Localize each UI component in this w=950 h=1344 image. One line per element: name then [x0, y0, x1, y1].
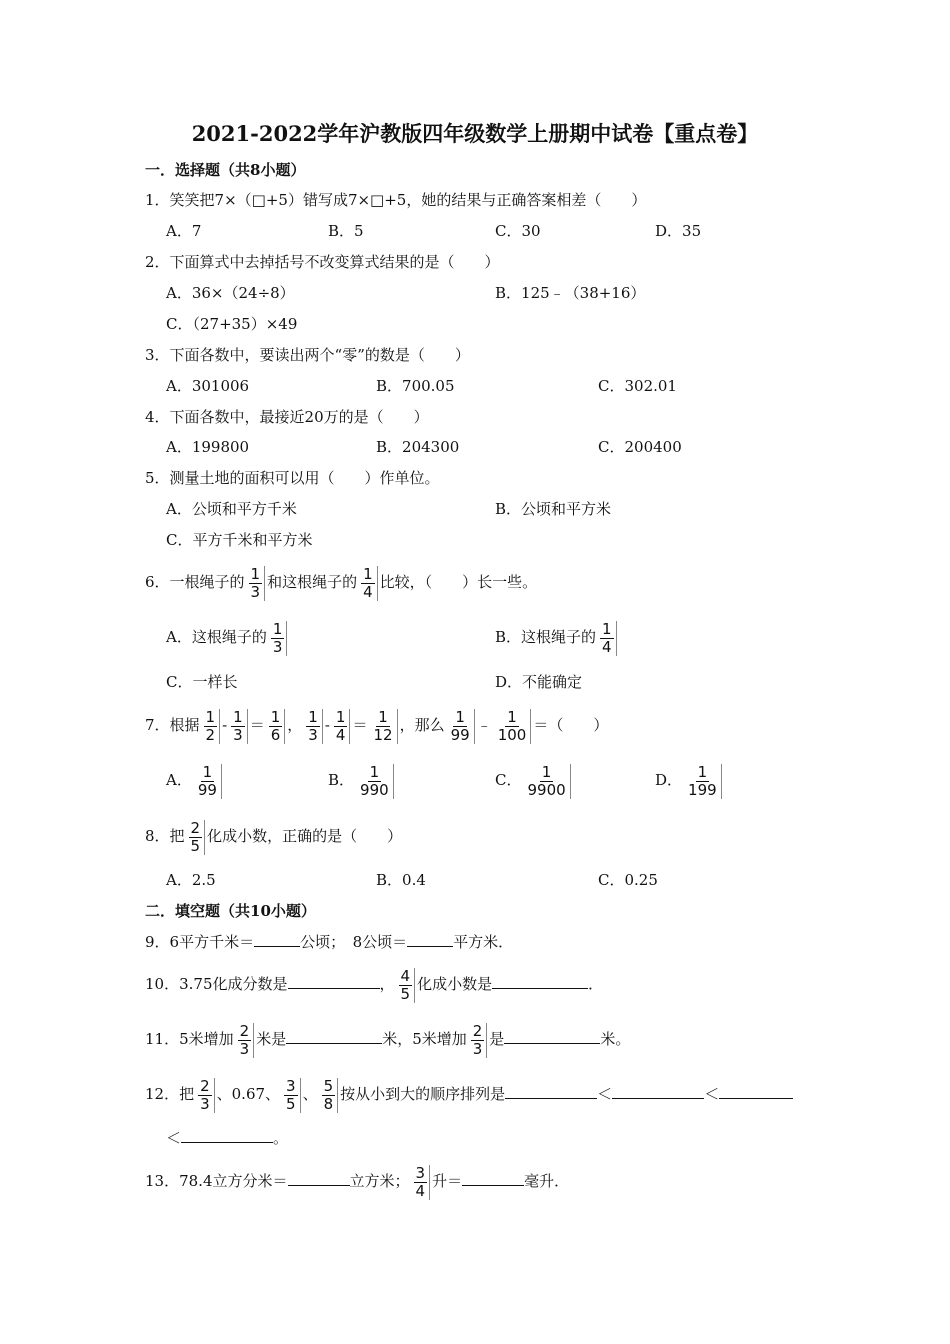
q5-option-a: A．公顷和平方千米	[166, 500, 297, 518]
text-segment: -	[324, 716, 330, 734]
answer-blank[interactable]	[181, 1128, 273, 1143]
fraction-2-5	[187, 820, 206, 855]
fraction-1-99	[447, 709, 475, 744]
fraction-2-3	[236, 1023, 255, 1058]
q7-option-d	[655, 758, 724, 802]
q3-option-a: A．301006	[166, 377, 250, 395]
q1-option-b: B．5	[328, 222, 364, 240]
q7-option-b	[328, 758, 396, 802]
text-segment: ．	[588, 975, 604, 993]
numerator: 1	[205, 707, 216, 726]
q12-continued	[166, 1128, 288, 1148]
text-segment: 是	[489, 1030, 505, 1048]
answer-blank[interactable]	[286, 1029, 382, 1044]
section-2-heading: 二．填空题（共10小题）	[145, 902, 316, 920]
q1-stem: 1．笑笑把7×（□+5）错写成7×□+5，她的结果与正确答案相差（ ）	[145, 191, 647, 209]
denominator: 12	[373, 725, 393, 744]
fraction-1-4	[359, 566, 378, 601]
text-segment: ＜	[166, 1129, 182, 1147]
fraction-1-6	[267, 709, 286, 744]
q4-option-b: B．204300	[376, 438, 460, 456]
text-segment: 公顷； 8公顷＝	[300, 933, 408, 951]
q6-option-a	[166, 615, 289, 659]
text-segment: B．这根绳子的	[495, 628, 597, 646]
q4-option-a: A．199800	[166, 438, 250, 456]
fraction	[194, 764, 222, 799]
answer-blank[interactable]	[462, 1171, 524, 1186]
numerator: 5	[323, 1076, 334, 1095]
fraction-3-4	[412, 1165, 431, 1200]
text-segment: 、	[302, 1085, 318, 1103]
numerator: 1	[233, 707, 243, 726]
fraction-2-3	[469, 1023, 488, 1058]
q3-stem: 3．下面各数中，要读出两个“零”的数是（ ）	[145, 346, 470, 364]
q6-option-c: C．一样长	[166, 673, 238, 691]
text-segment: 立方米；	[349, 1172, 410, 1190]
answer-blank[interactable]	[612, 1084, 704, 1099]
denominator: 6	[270, 725, 281, 744]
denominator: 5	[286, 1094, 296, 1113]
fraction-1-3	[269, 621, 288, 656]
q8-option-c: C．0.25	[598, 871, 658, 889]
text-segment: 升＝	[432, 1172, 463, 1190]
numerator: 2	[239, 1021, 250, 1040]
denominator: 99	[197, 780, 217, 799]
q7-option-c	[495, 758, 573, 802]
q8-option-b: B．0.4	[376, 871, 426, 889]
text-segment: B．	[328, 771, 355, 789]
denominator: 4	[415, 1181, 426, 1200]
q5-option-b: B．公顷和平方米	[495, 500, 612, 518]
numerator: 3	[286, 1076, 296, 1095]
text-segment: 12．把	[145, 1085, 195, 1103]
text-segment: C．	[495, 771, 522, 789]
q10-stem	[145, 962, 603, 1006]
fraction	[523, 764, 570, 799]
text-segment: 9．6平方千米＝	[145, 933, 255, 951]
fraction-5-8	[320, 1078, 339, 1113]
q13-stem	[145, 1159, 569, 1203]
answer-blank[interactable]	[505, 1084, 597, 1099]
page-title: 2021-2022学年沪教版四年级数学上册期中试卷【重点卷】	[191, 121, 759, 146]
q1-option-d: D．35	[655, 222, 702, 240]
text-segment: 10．3.75化成分数是	[145, 975, 288, 993]
denominator: 199	[688, 780, 717, 799]
text-segment: ＝	[352, 716, 368, 734]
denominator: 4	[363, 582, 373, 601]
q6-option-d: D．不能确定	[495, 673, 583, 691]
text-segment: -	[222, 716, 228, 734]
text-segment: 11．5米增加	[145, 1030, 234, 1048]
denominator: 3	[250, 582, 261, 601]
text-segment: ＜	[597, 1085, 613, 1103]
denominator: 4	[602, 637, 612, 656]
fraction-1-100	[494, 709, 532, 744]
denominator: 99	[450, 725, 470, 744]
denominator: 3	[308, 725, 318, 744]
text-segment: 米是	[256, 1030, 287, 1048]
denominator: 5	[400, 984, 411, 1003]
numerator: 1	[369, 762, 380, 781]
text-segment: 13．78.4立方分米＝	[145, 1172, 288, 1190]
denominator: 8	[323, 1094, 334, 1113]
fraction-1-3	[229, 709, 248, 744]
numerator: 1	[541, 762, 552, 781]
denominator: 2	[205, 725, 216, 744]
q2-option-b: B．125﹣（38+16）	[495, 284, 646, 302]
denominator: 3	[239, 1039, 250, 1058]
answer-blank[interactable]	[288, 974, 380, 989]
q7-stem	[145, 703, 608, 747]
q9-stem	[145, 932, 513, 952]
text-segment: D．	[655, 771, 683, 789]
fraction-4-5	[397, 968, 416, 1003]
fraction-1-4	[332, 709, 351, 744]
denominator: 3	[272, 637, 283, 656]
q1-option-a: A．7	[166, 222, 202, 240]
numerator: 1	[507, 707, 517, 726]
q3-option-b: B．700.05	[376, 377, 455, 395]
answer-blank[interactable]	[254, 932, 300, 947]
denominator: 3	[233, 725, 243, 744]
q1-option-c: C．30	[495, 222, 541, 240]
text-segment: A．	[166, 771, 192, 789]
text-segment: 8．把	[145, 827, 185, 845]
text-segment: ，	[287, 716, 303, 734]
q2-stem: 2．下面算式中去掉括号不改变算式结果的是（ ）	[145, 253, 500, 271]
denominator: 5	[190, 836, 201, 855]
answer-blank[interactable]	[719, 1084, 793, 1099]
text-segment: 米。	[600, 1030, 631, 1048]
text-segment: 和这根绳子的	[267, 573, 358, 591]
fraction-1-2	[202, 709, 221, 744]
text-segment: A．这根绳子的	[166, 628, 267, 646]
text-segment: 毫升．	[524, 1172, 570, 1190]
fraction-2-3	[196, 1078, 215, 1113]
q4-stem: 4．下面各数中，最接近20万的是（ ）	[145, 408, 429, 426]
q6-stem	[145, 560, 537, 604]
text-segment: 按从小到大的顺序排列是	[340, 1085, 506, 1103]
text-segment: 比较，（ ）长一些。	[379, 573, 538, 591]
text-segment: ＝（ ）	[533, 716, 609, 734]
answer-blank[interactable]	[288, 1171, 350, 1186]
denominator: 3	[200, 1094, 210, 1113]
denominator: 100	[497, 725, 527, 744]
denominator: 9900	[527, 780, 566, 799]
numerator: 1	[455, 707, 465, 726]
numerator: 1	[602, 619, 612, 638]
answer-blank[interactable]	[407, 932, 453, 947]
fraction-1-3	[247, 566, 266, 601]
fraction	[356, 764, 394, 799]
text-segment: ＝	[249, 716, 265, 734]
answer-blank[interactable]	[504, 1029, 600, 1044]
text-segment: ﹣	[476, 716, 492, 734]
text-segment: 化成小数是	[417, 975, 493, 993]
numerator: 1	[202, 762, 213, 781]
section-1-heading: 一．选择题（共8小题）	[145, 161, 306, 179]
text-segment: 化成小数，正确的是（ ）	[207, 827, 403, 845]
q11-stem	[145, 1017, 630, 1061]
q4-option-c: C．200400	[598, 438, 682, 456]
fraction-1-4	[598, 621, 617, 656]
text-segment: 、0.67、	[216, 1085, 281, 1103]
text-segment: 米，5米增加	[382, 1030, 467, 1048]
numerator: 2	[200, 1076, 210, 1095]
fraction	[684, 764, 722, 799]
q8-stem	[145, 814, 402, 858]
numerator: 3	[415, 1163, 426, 1182]
text-segment: ，那么	[399, 716, 445, 734]
answer-blank[interactable]	[492, 974, 588, 989]
numerator: 1	[250, 564, 261, 583]
text-segment: ＜	[704, 1085, 720, 1103]
text-segment: 平方米．	[453, 933, 514, 951]
fraction-1-3	[304, 709, 323, 744]
text-segment: ，	[379, 975, 395, 993]
q8-option-a: A．2.5	[166, 871, 216, 889]
numerator: 1	[697, 762, 708, 781]
text-segment: 6．一根绳子的	[145, 573, 245, 591]
text-segment: 7．根据	[145, 716, 200, 734]
numerator: 1	[270, 707, 281, 726]
text-segment: 。	[273, 1129, 289, 1147]
numerator: 4	[400, 966, 411, 985]
numerator: 1	[378, 707, 388, 726]
q7-option-a	[166, 758, 224, 802]
q6-option-b	[495, 615, 619, 659]
fraction-3-5	[282, 1078, 301, 1113]
numerator: 1	[272, 619, 283, 638]
denominator: 990	[360, 780, 389, 799]
q5-option-c: C．平方千米和平方米	[166, 531, 313, 549]
numerator: 2	[472, 1021, 483, 1040]
numerator: 2	[190, 818, 201, 837]
numerator: 1	[363, 564, 373, 583]
q2-option-c: C．（27+35）×49	[166, 315, 298, 333]
q12-stem	[145, 1072, 793, 1116]
denominator: 3	[472, 1039, 483, 1058]
q2-option-a: A．36×（24÷8）	[166, 284, 295, 302]
numerator: 1	[335, 707, 346, 726]
q5-stem: 5．测量土地的面积可以用（ ）作单位。	[145, 469, 440, 487]
numerator: 1	[308, 707, 318, 726]
denominator: 4	[335, 725, 346, 744]
fraction-1-12	[369, 709, 397, 744]
q3-option-c: C．302.01	[598, 377, 677, 395]
